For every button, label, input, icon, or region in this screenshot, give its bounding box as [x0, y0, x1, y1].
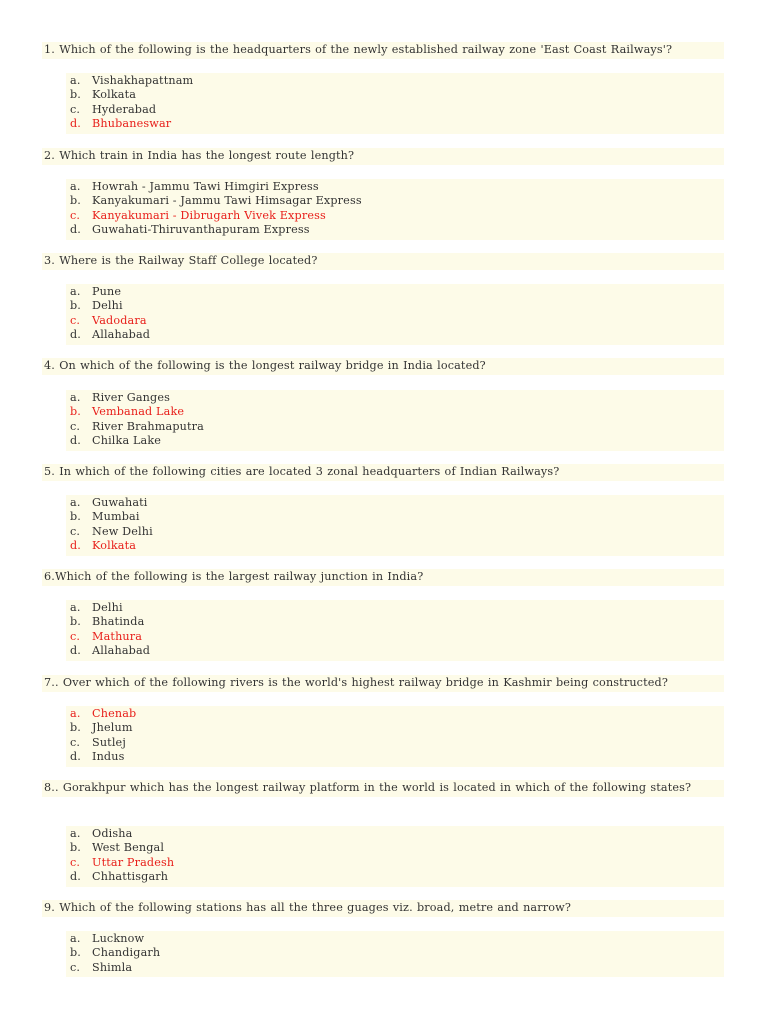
answer-options [66, 73, 724, 134]
option-c: c. Uttar Pradesh [70, 855, 175, 869]
option-d: d. Allahabad [70, 644, 151, 658]
option-b: b. Delhi [70, 299, 123, 313]
option-b: b. Vembanad Lake [70, 405, 185, 419]
option-a: a. Odisha [70, 827, 133, 840]
option-c: c. Kanyakumari - Dibrugarh Vivek Express [70, 208, 326, 222]
option-b: b. Kolkata [70, 88, 137, 102]
option-b: b. Kanyakumari - Jammu Tawi Himsagar Express [70, 194, 362, 208]
answer-options [66, 931, 724, 977]
option-d: d. Chilka Lake [70, 434, 162, 448]
option-a: a. River Ganges [70, 391, 170, 404]
option-b: b. Bhatinda [70, 615, 145, 629]
question-block [42, 358, 724, 448]
option-d: d. Indus [70, 750, 125, 764]
answer-options [66, 179, 724, 240]
question-text: 3. Where is the Railway Staff College located? [42, 253, 724, 270]
question-text: 7.. Over which of the following rivers is the world's highest railway bridge in Kashmir being constructed? [42, 675, 724, 692]
question-text: 8.. Gorakhpur which has the longest railway platform in the world is located in which of the following states? [42, 780, 724, 797]
question-text: 9. Which of the following stations has all the three guages viz. broad, metre and narrow? [42, 900, 724, 917]
option-d: d. Guwahati-Thiruvanthapuram Express [70, 223, 310, 237]
question-text: 4. On which of the following is the longest railway bridge in India located? [42, 358, 724, 375]
option-c: c. River Brahmaputra [70, 419, 204, 433]
option-c: c. Vadodara [70, 313, 147, 327]
option-a: a. Vishakhapattnam [70, 74, 194, 87]
option-a: a. Chenab [70, 707, 137, 720]
option-c: c. Hyderabad [70, 102, 157, 116]
question-block [42, 900, 724, 974]
question-text: 1. Which of the following is the headquarters of the newly established railway zone 'East Coast Railways'? [42, 42, 724, 59]
option-a: a. Howrah - Jammu Tawi Himgiri Express [70, 180, 319, 193]
option-d: d. Chhattisgarh [70, 870, 169, 884]
question-block [42, 148, 724, 237]
option-a: a. Pune [70, 285, 122, 298]
option-b: b. Chandigarh [70, 946, 161, 960]
answer-options [66, 706, 724, 767]
question-text: 5. In which of the following cities are located 3 zonal headquarters of Indian Railways? [42, 464, 724, 481]
question-block [42, 675, 724, 764]
option-b: b. Jhelum [70, 721, 133, 735]
option-d: d. Allahabad [70, 328, 151, 342]
question-block [42, 569, 724, 658]
question-block [42, 780, 724, 884]
option-b: b. West Bengal [70, 841, 165, 855]
answer-options [66, 826, 724, 887]
option-c: c. Mathura [70, 629, 143, 643]
option-d: d. Kolkata [70, 539, 137, 553]
answer-options [66, 390, 724, 451]
option-c: c. Shimla [70, 960, 133, 974]
question-text: 2. Which train in India has the longest route length? [42, 148, 724, 165]
option-a: a. Delhi [70, 601, 123, 614]
answer-options [66, 495, 724, 556]
option-b: b. Mumbai [70, 510, 140, 524]
question-block [42, 464, 724, 553]
option-a: a. Guwahati [70, 496, 148, 509]
option-c: c. New Delhi [70, 524, 153, 538]
question-block [42, 253, 724, 342]
answer-options [66, 600, 724, 661]
option-a: a. Lucknow [70, 932, 145, 945]
option-c: c. Sutlej [70, 735, 126, 749]
answer-options [66, 284, 724, 345]
question-text: 6.Which of the following is the largest railway junction in India? [42, 569, 724, 586]
option-d: d. Bhubaneswar [70, 117, 172, 131]
question-block [42, 42, 724, 131]
